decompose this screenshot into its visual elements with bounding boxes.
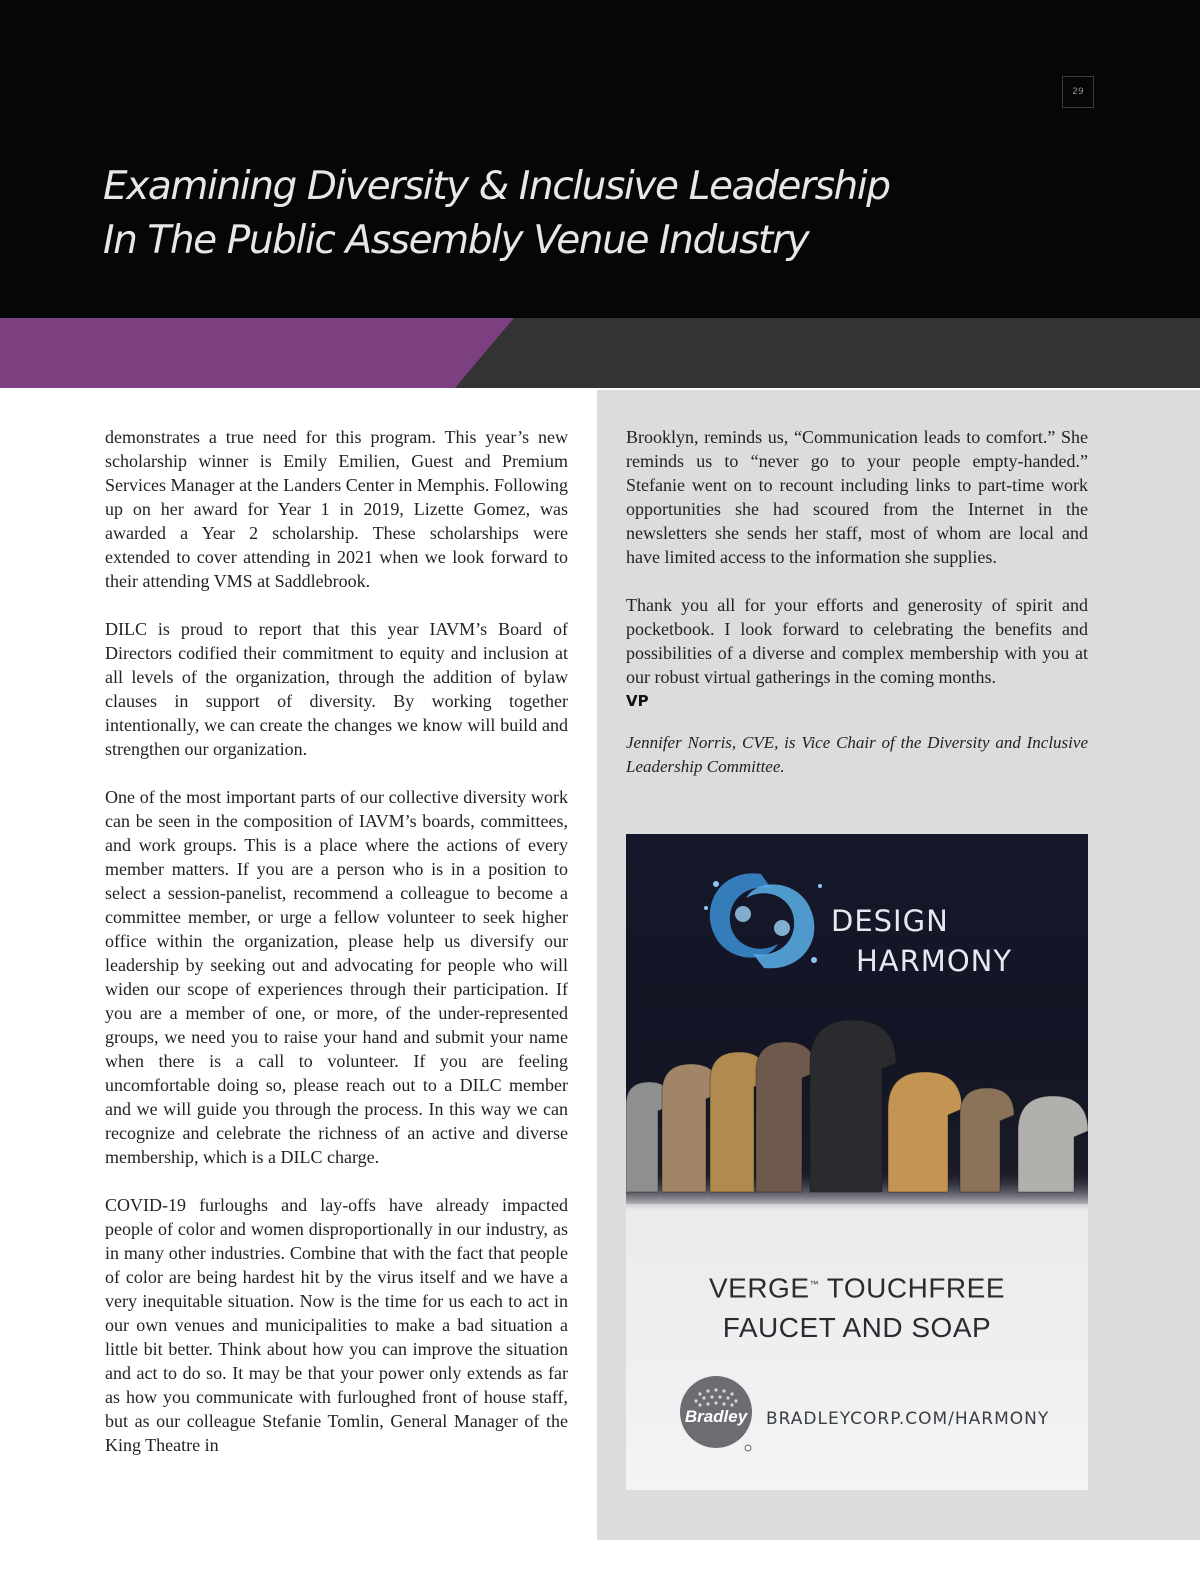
article-right-column [626,425,1088,803]
header-band [0,0,1200,318]
ad-product-name [626,1264,1088,1348]
headline-line-2: In The Public Assembly Venue Industry [103,218,809,263]
article-paragraph: Brooklyn, reminds us, “Communication leads to comfort.” She reminds us to “never go to your people empty-handed.” Stefanie went on to recount including links to part-time work opportunities she had scoured from the Internet in the newsletters she sends her staff, most of whom are local and have limited access to the information she supplies. [626,427,1088,567]
brand-wordmark: Bradley [684,1407,748,1426]
article-paragraph: One of the most important parts of our collective diversity work can be seen in the composition of IAVM’s boards, committees, and work groups. This is a place where the actions of every member matters. If you are a person who is in a position to select a session-panelist, recommend a colleague to become a committee member, or urge a fellow volunteer to seek higher office within the organization, please help us diversify our leadership by seeking out and advocating for people who will widen our scope of experiences through their participation. If you are a member of one, or more, of the under-represented groups, we need you to raise your hand and submit your name when there is a call to volunteer. If you are feeling uncomfortable doing so, please reach out to a DILC member and we will guide you through the process. In this way we can recognize and celebrate the richness of an active and diverse membership, which is a DILC charge. [105,787,568,1167]
faucet-shape [810,1020,896,1192]
trademark-mark: ™ [809,1279,820,1289]
article-left-column [105,425,568,1457]
water-fish-emblem-icon [686,856,836,986]
faucet-shape [756,1042,816,1192]
author-note: Jennifer Norris, CVE, is Vice Chair of the Diversity and Inclusive Leadership Committee. [626,733,1088,776]
page-number: 29 [1062,76,1094,108]
ad-product-line-2: FAUCET AND SOAP [722,1312,992,1344]
accent-purple-band [0,318,514,388]
accent-bar [0,318,1200,388]
ad-url-link[interactable]: BRADLEYCORP.COM/HARMONY [766,1409,1050,1429]
end-mark: VP [626,692,649,710]
advertisement[interactable] [626,834,1088,1490]
faucet-lineup-image [626,1020,1088,1210]
bradley-logo-icon [678,1374,758,1454]
article-paragraph: Thank you all for your efforts and generosity of spirit and pocketbook. I look forward to celebrating the benefits and possibilities of a diverse and complex membership with you at our robust virtual gatherings in the coming months. [626,595,1088,687]
article-paragraph: DILC is proud to report that this year IAVM’s Board of Directors codified their commitment to equity and inclusion at all levels of the organization, through the addition of bylaw clauses in support of diversity. By working together intentionally, we can create the changes we know will build and strengthen our organization. [105,619,568,759]
ad-headline-harmony: HARMONY [856,944,1013,978]
headline-line-1: Examining Diversity & Inclusive Leadership [103,164,890,209]
article-headline [103,160,890,268]
article-paragraph: demonstrates a true need for this program. This year’s new scholarship winner is Emily Emilien, Guest and Premium Services Manager at the Landers Center in Memphis. Following up on her award for Year 1 in 2019, Lizette Gomez, was awarded a Year 2 scholarship. These scholarships were extended to cover attending in 2021 when we look forward to their attending VMS at Saddlebrook. [105,427,568,591]
ad-headline-design: DESIGN [831,904,949,938]
article-paragraph: COVID-19 furloughs and lay-offs have already impacted people of color and women disproportionally in our industry, as in many other industries. Combine that with the fact that people of color are being hardest hit by the virus itself and we have a very inequitable situation. Now is the time for us each to act in our own venues and municipalities to make a bad situation a little bit better. Think about how you can improve the situation and act to do so. It may be that your power only extends as far as how you communicate with furloughed front of house staff, but as our colleague Stefanie Tomlin, General Manager of the King Theatre in [105,1195,568,1455]
ad-product-line-1: VERGE™ TOUCHFREE [708,1272,1006,1304]
